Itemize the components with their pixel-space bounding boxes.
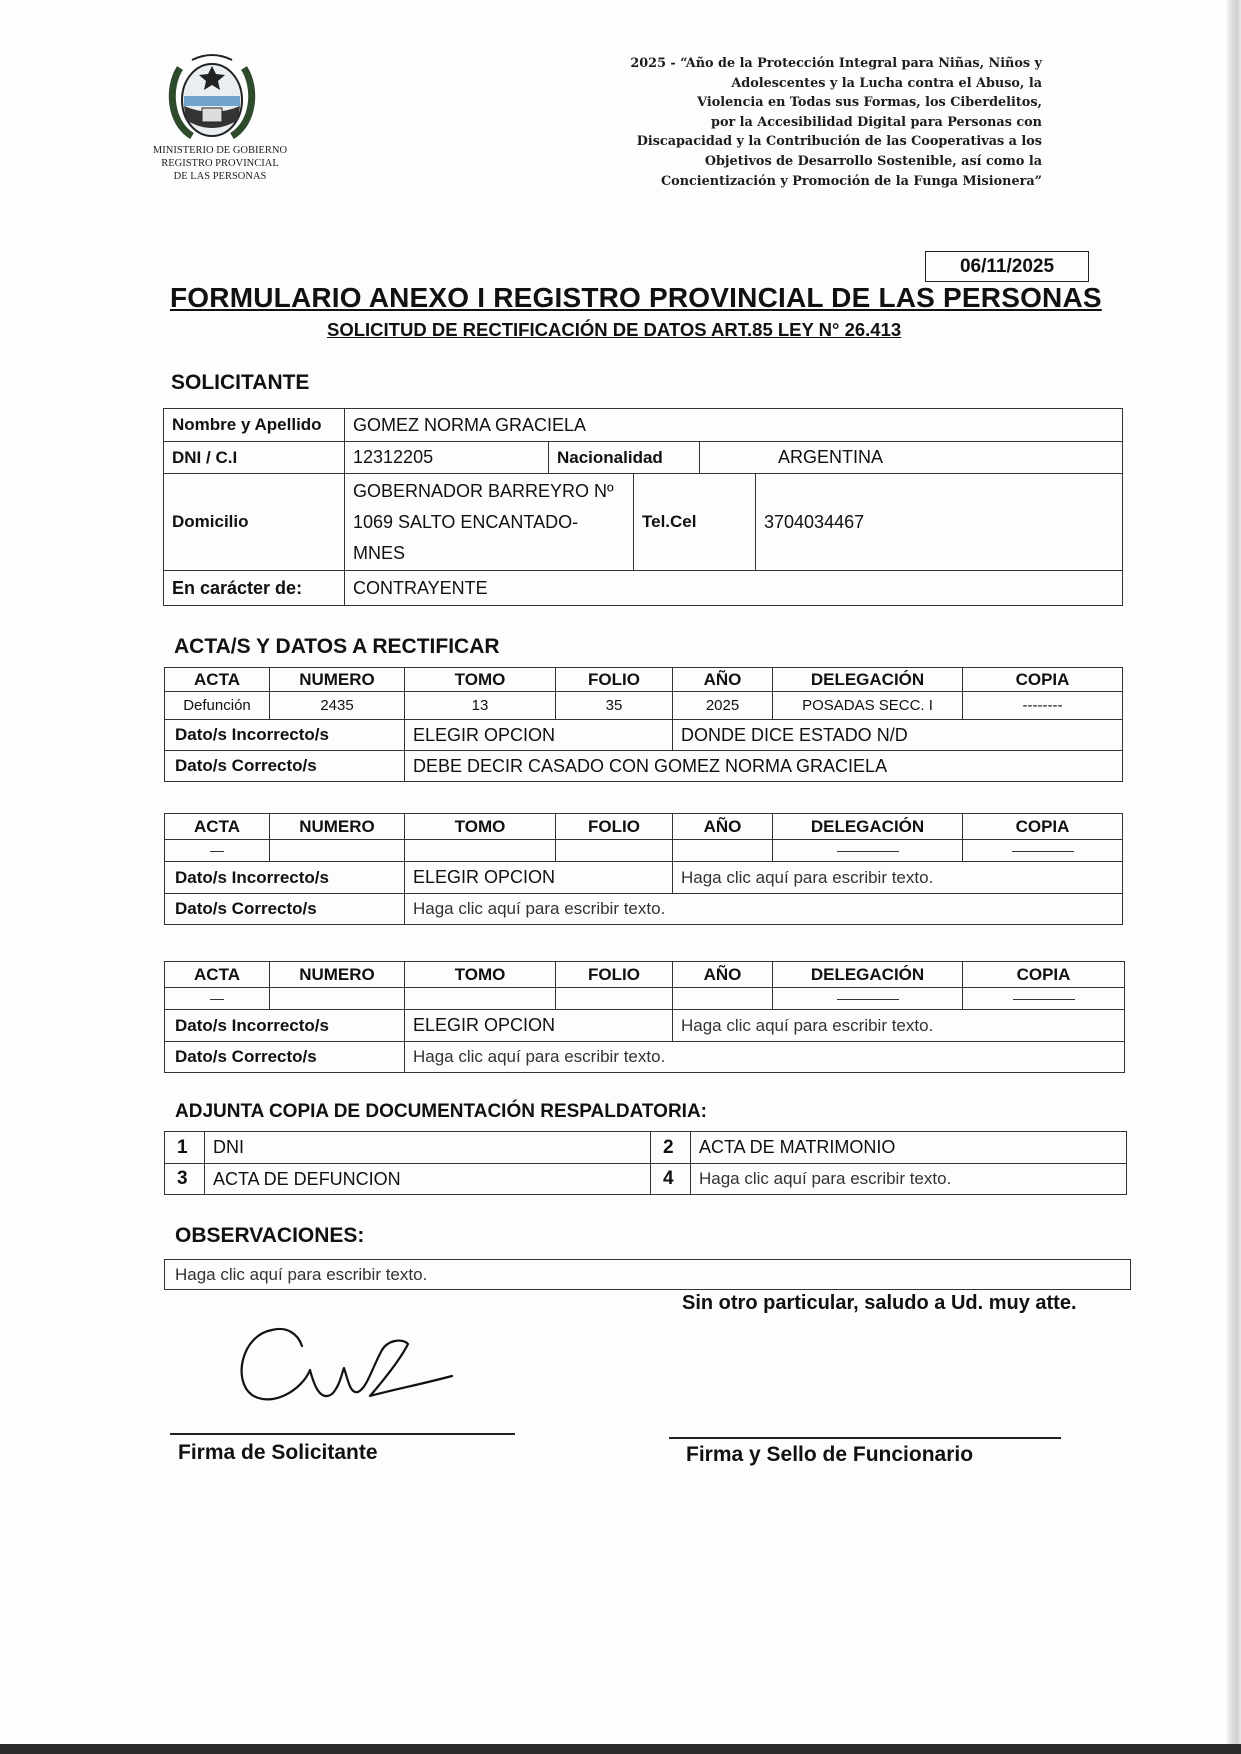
header-copia: COPIA	[963, 668, 1123, 692]
tomo-field[interactable]	[405, 840, 556, 862]
header-numero: NUMERO	[270, 814, 405, 840]
incorrect-data-field[interactable]: Haga clic aquí para escribir texto.	[673, 862, 1123, 894]
page-edge-shadow	[1227, 0, 1241, 1754]
address-line: GOBERNADOR BARREYRO Nº	[353, 480, 614, 501]
option-select[interactable]: ELEGIR OPCION	[405, 1010, 673, 1042]
copia-field[interactable]: --------	[963, 692, 1123, 720]
provincial-coat-of-arms-icon	[162, 48, 262, 144]
nationality-label: Nacionalidad	[549, 442, 700, 474]
motto-line: Discapacidad y la Contribución de las Cooperativas a los	[636, 134, 1042, 150]
ministry-line: REGISTRO PROVINCIAL	[161, 158, 279, 169]
numero-field[interactable]: 2435	[270, 692, 405, 720]
header-anio: AÑO	[673, 962, 773, 988]
attachment-number: 3	[165, 1164, 205, 1195]
phone-field[interactable]: 3704034467	[756, 474, 1123, 571]
header-anio: AÑO	[673, 668, 773, 692]
correct-label: Dato/s Correcto/s	[165, 894, 405, 925]
correct-data-field[interactable]: DEBE DECIR CASADO CON GOMEZ NORMA GRACIELA	[405, 751, 1123, 782]
acta-field[interactable]	[165, 840, 270, 862]
motto-line: Violencia en Todas sus Formas, los Ciberdelitos,	[697, 95, 1042, 111]
header-folio: FOLIO	[556, 814, 673, 840]
form-title: FORMULARIO ANEXO I REGISTRO PROVINCIAL DE LAS PERSONAS	[170, 282, 1102, 313]
form-date: 06/11/2025	[925, 251, 1089, 282]
address-label: Domicilio	[164, 474, 345, 571]
motto-line: 2025 - “Año de la Protección Integral para Niñas, Niños y	[630, 56, 1042, 71]
applicant-signature-line	[170, 1433, 515, 1435]
header-tomo: TOMO	[405, 814, 556, 840]
attachment-number: 1	[165, 1132, 205, 1164]
header-delegacion: DELEGACIÓN	[773, 668, 963, 692]
folio-field[interactable]	[556, 988, 673, 1010]
copia-field[interactable]	[963, 840, 1123, 862]
motto-line: Concientización y Promoción de la Funga Misionera”	[660, 173, 1042, 189]
page-bottom-edge	[0, 1744, 1241, 1754]
header-folio: FOLIO	[556, 668, 673, 692]
header-acta: ACTA	[165, 668, 270, 692]
address-line: 1069 SALTO ENCANTADO-	[353, 511, 579, 532]
ministry-name	[130, 144, 310, 183]
delegacion-field[interactable]	[773, 840, 963, 862]
section-title-actas: ACTA/S Y DATOS A RECTIFICAR	[174, 635, 500, 658]
ministry-line: DE LAS PERSONAS	[173, 171, 267, 182]
applicant-table	[163, 408, 1123, 606]
header-anio: AÑO	[673, 814, 773, 840]
option-select[interactable]: ELEGIR OPCION	[405, 720, 673, 751]
address-line: MNES	[353, 542, 406, 563]
correct-label: Dato/s Correcto/s	[165, 1042, 405, 1073]
tomo-field[interactable]: 13	[405, 692, 556, 720]
folio-field[interactable]	[556, 840, 673, 862]
section-title-solicitante: SOLICITANTE	[171, 371, 310, 394]
anio-field[interactable]: 2025	[673, 692, 773, 720]
copia-field[interactable]	[963, 988, 1125, 1010]
acta-block-1	[164, 667, 1123, 782]
anio-field[interactable]	[673, 840, 773, 862]
incorrect-label: Dato/s Incorrecto/s	[165, 862, 405, 894]
correct-data-field[interactable]: Haga clic aquí para escribir texto.	[405, 894, 1123, 925]
attachment-field[interactable]: DNI	[205, 1132, 651, 1164]
applicant-signature-icon	[232, 1310, 462, 1420]
attachment-field[interactable]: ACTA DE DEFUNCION	[205, 1164, 651, 1195]
observations-field[interactable]: Haga clic aquí para escribir texto.	[165, 1260, 1131, 1290]
header-tomo: TOMO	[405, 668, 556, 692]
header-copia: COPIA	[963, 962, 1125, 988]
attachment-field[interactable]: Haga clic aquí para escribir texto.	[691, 1164, 1127, 1195]
official-signature-label: Firma y Sello de Funcionario	[686, 1443, 974, 1466]
header-numero: NUMERO	[270, 962, 405, 988]
folio-field[interactable]: 35	[556, 692, 673, 720]
motto-line: Adolescentes y la Lucha contra el Abuso, la	[731, 75, 1042, 91]
option-select[interactable]: ELEGIR OPCION	[405, 862, 673, 894]
attachments-table	[164, 1131, 1127, 1195]
closing-text: Sin otro particular, saludo a Ud. muy atte.	[682, 1292, 1077, 1314]
correct-data-field[interactable]: Haga clic aquí para escribir texto.	[405, 1042, 1125, 1073]
dni-field[interactable]: 12312205	[345, 442, 549, 474]
header-delegacion: DELEGACIÓN	[773, 962, 963, 988]
acta-field[interactable]: Defunción	[165, 692, 270, 720]
numero-field[interactable]	[270, 988, 405, 1010]
delegacion-field[interactable]: POSADAS SECC. I	[773, 692, 963, 720]
delegacion-field[interactable]	[773, 988, 963, 1010]
phone-label: Tel.Cel	[634, 474, 756, 571]
acta-block-2	[164, 813, 1123, 925]
header-folio: FOLIO	[556, 962, 673, 988]
numero-field[interactable]	[270, 840, 405, 862]
official-signature-line	[669, 1437, 1061, 1439]
section-title-adjunta: ADJUNTA COPIA DE DOCUMENTACIÓN RESPALDATORIA:	[175, 1101, 707, 1122]
header-copia: COPIA	[963, 814, 1123, 840]
acta-block-3	[164, 961, 1125, 1073]
header-acta: ACTA	[165, 814, 270, 840]
ministry-line: MINISTERIO DE GOBIERNO	[152, 145, 288, 156]
name-field[interactable]: GOMEZ NORMA GRACIELA	[345, 409, 1123, 442]
header-numero: NUMERO	[270, 668, 405, 692]
anio-field[interactable]	[673, 988, 773, 1010]
observations-table	[164, 1259, 1131, 1290]
motto-line: por la Accesibilidad Digital para Personas con	[711, 114, 1042, 130]
header-delegacion: DELEGACIÓN	[773, 814, 963, 840]
incorrect-label: Dato/s Incorrecto/s	[165, 1010, 405, 1042]
incorrect-data-field[interactable]: DONDE DICE ESTADO N/D	[673, 720, 1123, 751]
nationality-field[interactable]: ARGENTINA	[700, 442, 1123, 474]
attachment-number: 4	[651, 1164, 691, 1195]
applicant-signature-label: Firma de Solicitante	[178, 1441, 378, 1464]
section-title-observaciones: OBSERVACIONES:	[175, 1224, 365, 1247]
form-subtitle: SOLICITUD DE RECTIFICACIÓN DE DATOS ART.85 LEY N° 26.413	[327, 319, 902, 340]
attachment-field[interactable]: ACTA DE MATRIMONIO	[691, 1132, 1127, 1164]
tomo-field[interactable]	[405, 988, 556, 1010]
header-tomo: TOMO	[405, 962, 556, 988]
role-label: En carácter de:	[164, 571, 345, 606]
attachment-number: 2	[651, 1132, 691, 1164]
acta-field[interactable]	[165, 988, 270, 1010]
name-label: Nombre y Apellido	[164, 409, 345, 442]
address-field[interactable]	[345, 474, 634, 571]
motto-line: Objetivos de Desarrollo Sostenible, así como la	[704, 153, 1042, 169]
role-field[interactable]: CONTRAYENTE	[345, 571, 1123, 606]
year-motto	[525, 54, 1042, 191]
dni-label: DNI / C.I	[164, 442, 345, 474]
incorrect-label: Dato/s Incorrecto/s	[165, 720, 405, 751]
header-acta: ACTA	[165, 962, 270, 988]
incorrect-data-field[interactable]: Haga clic aquí para escribir texto.	[673, 1010, 1125, 1042]
correct-label: Dato/s Correcto/s	[165, 751, 405, 782]
